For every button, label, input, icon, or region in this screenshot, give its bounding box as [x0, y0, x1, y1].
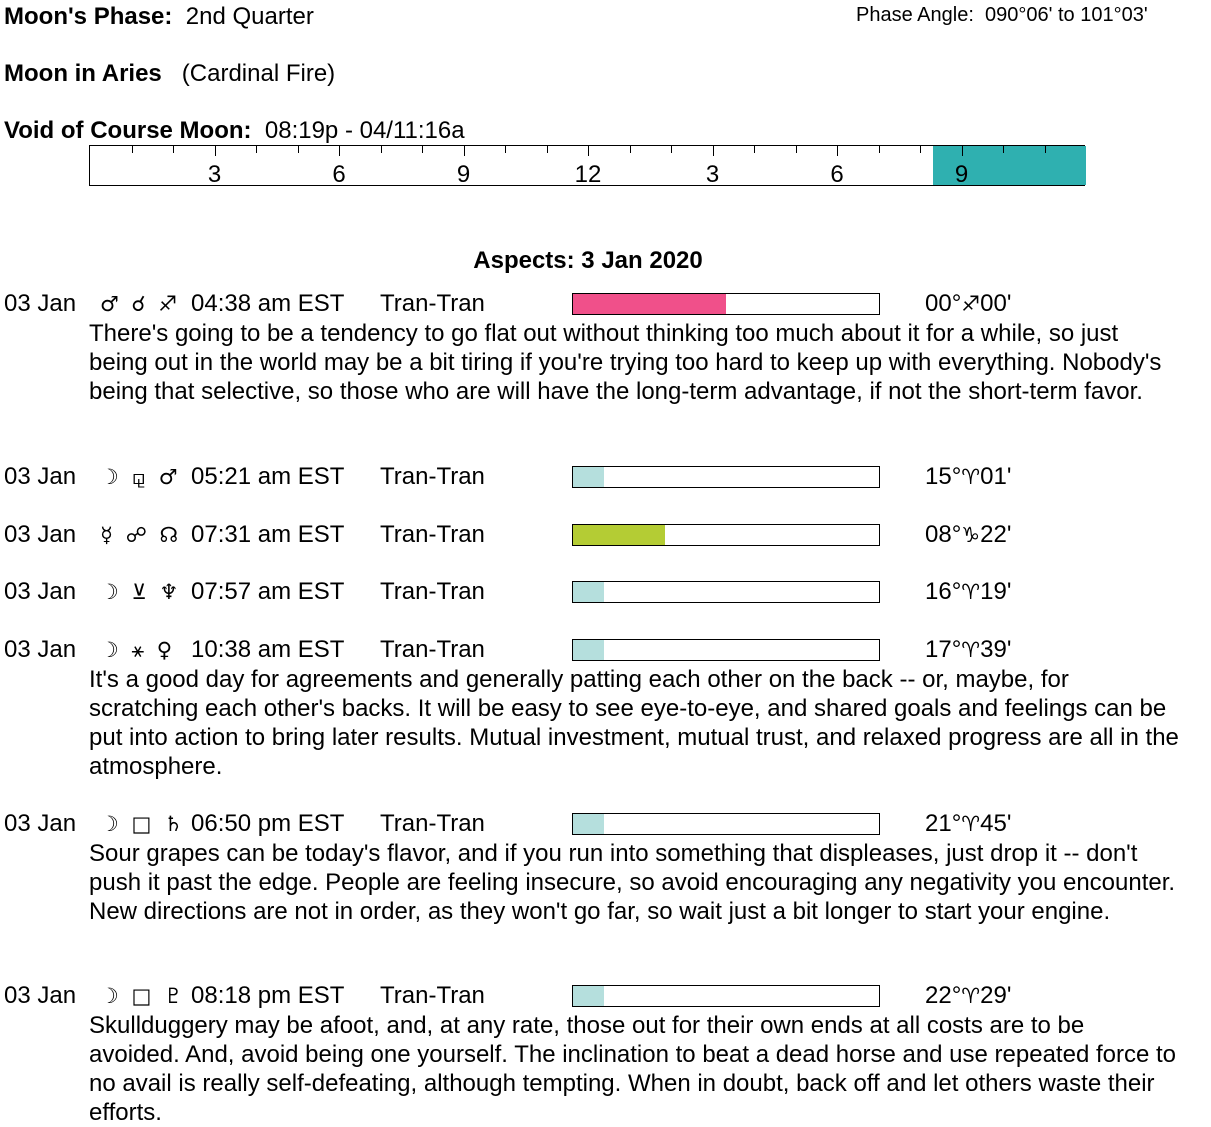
aspect-type: Tran-Tran — [380, 578, 485, 605]
aspect-type: Tran-Tran — [380, 463, 485, 490]
timeline-tick — [464, 146, 465, 156]
aspect-time: 06:50 pm EST — [191, 810, 345, 837]
timeline-tick — [754, 146, 755, 153]
void-of-course — [4, 117, 465, 145]
aspect-glyphs-icon: ♂ ☌ ♐ — [100, 292, 181, 316]
aspect-date: 03 Jan — [4, 810, 77, 837]
timeline-tick — [630, 146, 631, 153]
phase-angle-label: Phase Angle: — [856, 4, 974, 26]
aspect-time: 07:57 am EST — [191, 578, 345, 605]
timeline-tick-label: 12 — [574, 161, 602, 188]
aspect-strength-fill — [573, 640, 604, 660]
voc-label: Void of Course Moon: — [4, 117, 252, 144]
aspect-glyphs-icon: ☽ ⚹ ♀ — [100, 638, 176, 662]
timeline-tick — [671, 146, 672, 153]
aspect-strength-bar — [572, 985, 880, 1007]
aspect-date: 03 Jan — [4, 463, 77, 490]
aspect-strength-bar — [572, 813, 880, 835]
aspect-degree: 21°♈45' — [925, 810, 1012, 837]
aspect-glyphs-icon: ☽ □ ♇ — [100, 984, 186, 1008]
zodiac-sign-icon: ♑ — [961, 523, 981, 547]
voc-value: 08:19p - 04/11:16a — [264, 117, 465, 144]
timeline-tick — [920, 146, 921, 153]
timeline-tick — [547, 146, 548, 153]
aspect-glyphs-icon: ☽ ⚼ ♂ — [100, 465, 181, 489]
zodiac-sign-icon: ♈ — [961, 465, 981, 489]
aspect-date: 03 Jan — [4, 636, 77, 663]
moon-phase — [4, 3, 314, 31]
zodiac-sign-icon: ♐ — [961, 292, 981, 316]
aspect-description: Sour grapes can be today's flavor, and if you run into something that displeases, just drop it -- don't push it past the edge. People are feeling insecure, so avoid encouraging any negativity you encounter. New directions are not in order, as they won't go far, so wait just a bit longer to start your engine. — [89, 840, 1176, 925]
timeline-tick — [962, 146, 963, 156]
aspect-strength-fill — [573, 525, 665, 545]
aspect-time: 08:18 pm EST — [191, 982, 345, 1009]
timeline-tick — [879, 146, 880, 153]
aspect-type: Tran-Tran — [380, 810, 485, 837]
aspect-date: 03 Jan — [4, 290, 77, 317]
aspect-type: Tran-Tran — [380, 982, 485, 1009]
aspect-strength-bar — [572, 293, 880, 315]
timeline-tick-label: 6 — [332, 161, 346, 188]
timeline-tick — [298, 146, 299, 153]
timeline-tick — [1003, 146, 1004, 153]
aspect-strength-bar — [572, 581, 880, 603]
moon-phase-value: 2nd Quarter — [185, 3, 314, 30]
aspect-strength-bar — [572, 639, 880, 661]
aspect-glyphs-icon: ☿ ☍ ☊ — [100, 523, 182, 547]
phase-angle — [856, 4, 1148, 27]
timeline-tick — [1045, 146, 1046, 153]
aspect-time: 05:21 am EST — [191, 463, 345, 490]
aspect-date: 03 Jan — [4, 578, 77, 605]
aspect-strength-fill — [573, 294, 726, 314]
timeline-tick-label: 9 — [954, 161, 969, 188]
timeline-tick-label: 6 — [830, 161, 844, 188]
timeline-tick-label: 9 — [456, 161, 471, 188]
aspect-strength-bar — [572, 466, 880, 488]
aspect-glyphs-icon: ☽ ⊻ ♆ — [100, 580, 182, 604]
voc-timeline — [89, 145, 1085, 186]
zodiac-sign-icon: ♈ — [961, 812, 981, 836]
timeline-tick — [132, 146, 133, 153]
moon-phase-label: Moon's Phase: — [4, 3, 173, 30]
aspect-time: 10:38 am EST — [191, 636, 345, 663]
aspect-time: 04:38 am EST — [191, 290, 345, 317]
zodiac-sign-icon: ♈ — [961, 580, 981, 604]
timeline-tick — [381, 146, 382, 153]
aspect-glyphs-icon: ☽ □ ♄ — [100, 812, 186, 836]
aspect-type: Tran-Tran — [380, 636, 485, 663]
aspects-title: Aspects: 3 Jan 2020 — [473, 247, 703, 274]
aspect-degree: 15°♈01' — [925, 463, 1012, 490]
timeline-tick — [505, 146, 506, 153]
timeline-tick — [173, 146, 174, 153]
aspect-description: It's a good day for agreements and generally patting each other on the back -- or, maybe, for scratching each other's backs. It will be easy to see eye-to-eye, and shared goals and feelings can be put into action to bring later results. Mutual investment, mutual trust, and relaxed progress are all in the atmosphere. — [89, 666, 1179, 780]
phase-angle-value: 090°06' to 101°03' — [985, 4, 1148, 26]
aspect-type: Tran-Tran — [380, 521, 485, 548]
aspect-degree: 08°♑22' — [925, 521, 1012, 548]
timeline-tick — [339, 146, 340, 156]
zodiac-sign-icon: ♈ — [961, 984, 981, 1008]
moon-sign — [4, 60, 335, 88]
aspect-date: 03 Jan — [4, 982, 77, 1009]
aspect-strength-fill — [573, 986, 604, 1006]
aspect-degree: 00°♐00' — [925, 290, 1012, 317]
aspect-strength-fill — [573, 582, 604, 602]
aspect-time: 07:31 am EST — [191, 521, 345, 548]
timeline-tick — [588, 146, 589, 156]
aspect-description: There's going to be a tendency to go flat out without thinking too much about it for a while, so just being out in the world may be a bit tiring if you're trying too hard to keep up with everything. Nobody's being that selective, so those who are will have the long-term advantage, if not the short-term favor. — [89, 320, 1162, 405]
aspect-degree: 22°♈29' — [925, 982, 1012, 1009]
aspect-strength-fill — [573, 814, 604, 834]
aspect-degree: 17°♈39' — [925, 636, 1012, 663]
moon-sign-label: Moon in Aries — [4, 60, 162, 87]
zodiac-sign-icon: ♈ — [961, 638, 981, 662]
timeline-tick — [713, 146, 714, 156]
timeline-tick — [796, 146, 797, 153]
aspect-date: 03 Jan — [4, 521, 77, 548]
aspect-strength-fill — [573, 467, 604, 487]
timeline-tick-label: 3 — [705, 161, 720, 188]
aspect-strength-bar — [572, 524, 880, 546]
timeline-tick — [837, 146, 838, 156]
timeline-tick — [422, 146, 423, 153]
aspect-description: Skullduggery may be afoot, and, at any rate, those out for their own ends at all costs are to be avoided. And, avoid being one yourself. The inclination to beat a dead horse and use repeated force to no avail is really self-defeating, although tempting. When in doubt, back off and let others waste their efforts. — [89, 1012, 1176, 1126]
timeline-tick — [215, 146, 216, 156]
aspect-degree: 16°♈19' — [925, 578, 1012, 605]
aspect-type: Tran-Tran — [380, 290, 485, 317]
timeline-tick — [256, 146, 257, 153]
moon-sign-element: (Cardinal Fire) — [181, 60, 336, 87]
timeline-tick-label: 3 — [207, 161, 222, 188]
